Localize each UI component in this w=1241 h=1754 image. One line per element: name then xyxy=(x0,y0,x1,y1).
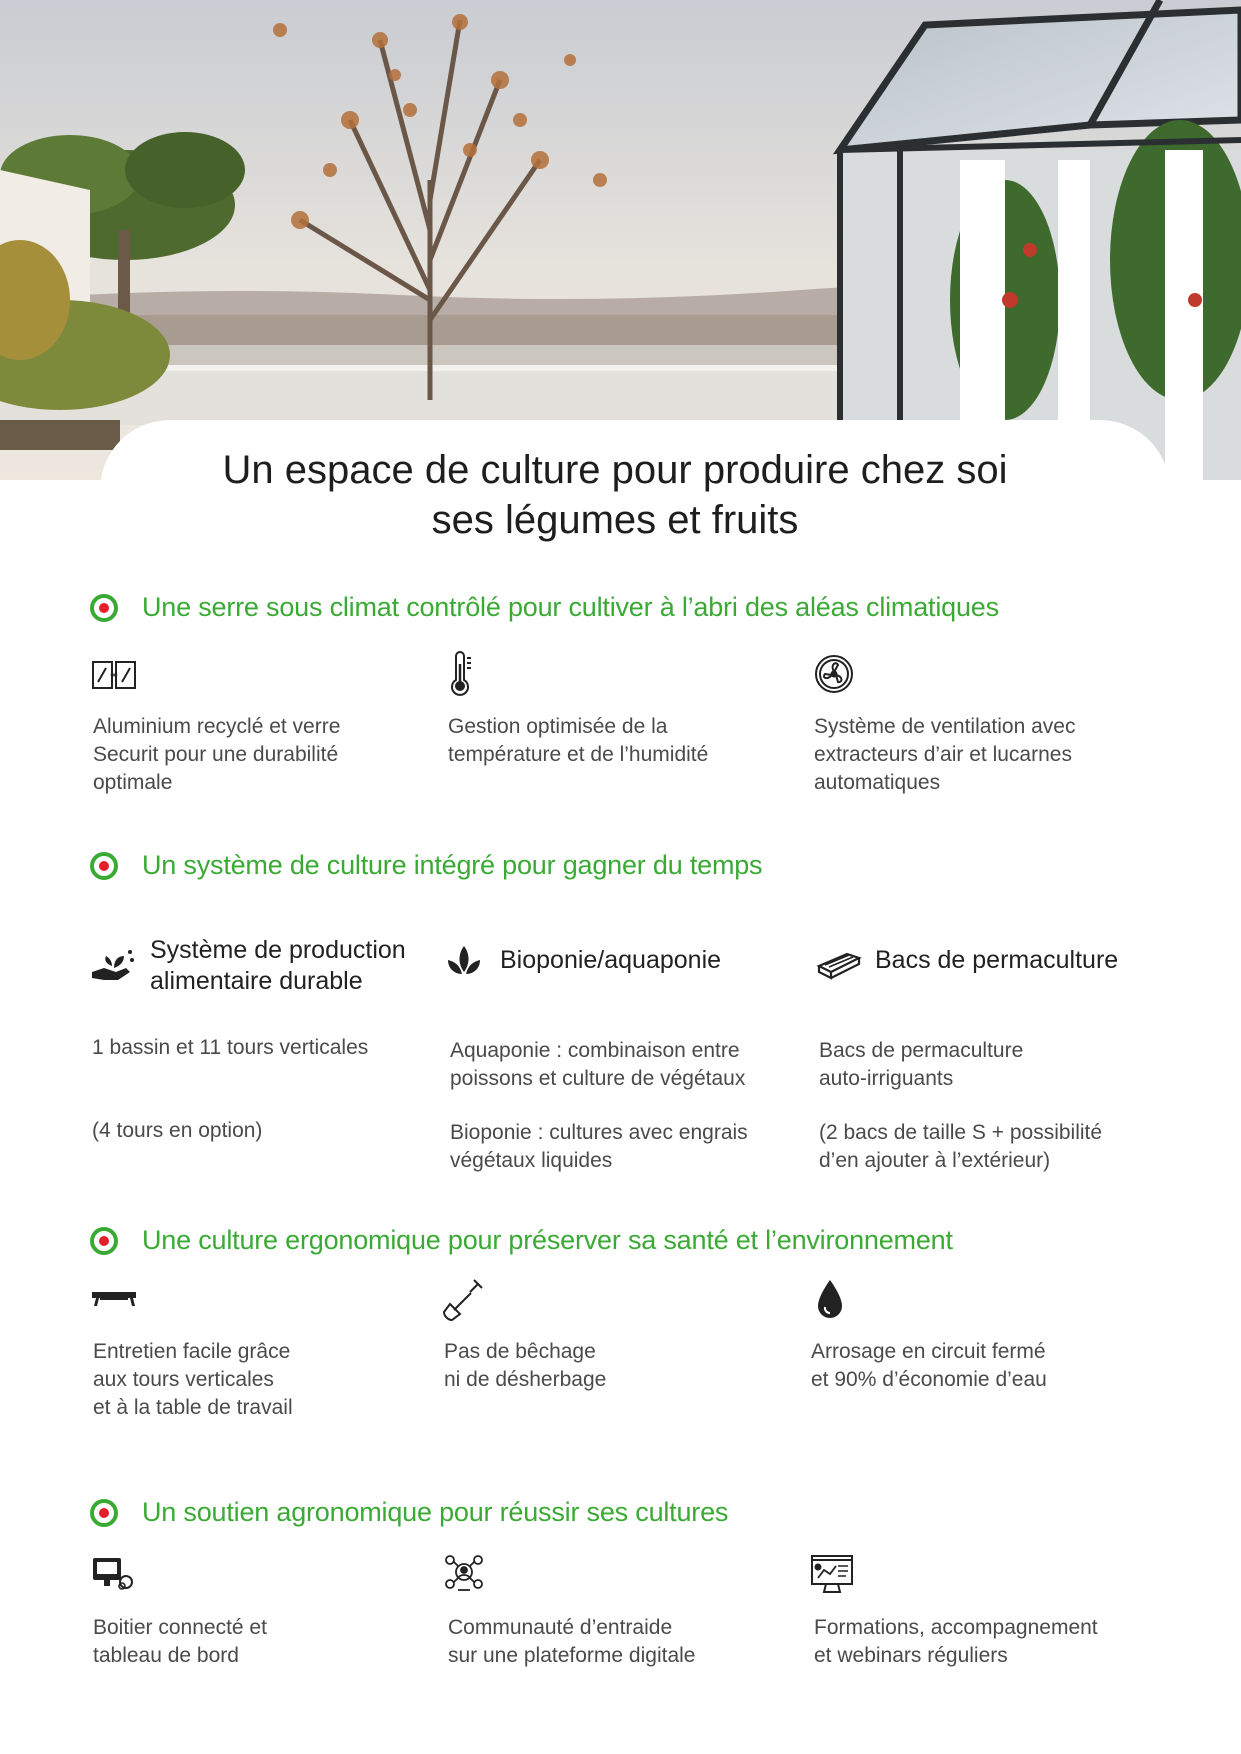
section-title: Un soutien agronomique pour réussir ses cultures xyxy=(142,1497,729,1527)
thermometer-icon xyxy=(436,650,484,698)
feature-ventilation-text: Système de ventilation avec extracteurs d’air et lucarnes automatiques xyxy=(814,715,1076,794)
section-title: Une culture ergonomique pour préserver sa santé et l’environnement xyxy=(142,1225,953,1255)
feature-community-text: Communauté d’entraide sur une plateforme digitale xyxy=(448,1616,696,1667)
feature-digging-text: Pas de bêchage ni de désherbage xyxy=(444,1340,607,1391)
bullet-icon xyxy=(90,594,118,622)
section-title: Une serre sous climat contrôlé pour cultiver à l’abri des aléas climatiques xyxy=(142,592,999,622)
hand-seedling-icon xyxy=(90,942,138,990)
feature-temperature-text: Gestion optimisée de la température et de l’humidité xyxy=(448,715,709,766)
water-drop-icon xyxy=(806,1276,854,1324)
sliding-window-icon xyxy=(90,650,138,698)
feature-aluminium-text: Aluminium recyclé et verre Securit pour une durabilité optimale xyxy=(93,715,341,794)
connected-device-icon xyxy=(90,1552,138,1600)
shovel-icon xyxy=(440,1276,488,1324)
subfeature-title: Système de production alimentaire durable xyxy=(150,936,406,995)
subfeature-permaculture-para1: Bacs de permaculture auto-irriguants xyxy=(819,1039,1024,1090)
bullet-icon xyxy=(90,1227,118,1255)
section-ergonomic-header xyxy=(90,1225,953,1256)
subfeature-production-para1: 1 bassin et 11 tours verticales xyxy=(92,1036,369,1059)
subfeature-permaculture-header xyxy=(815,936,1118,984)
subfeature-bioponie-para1: Aquaponie : combinaison entre poissons et culture de végétaux xyxy=(450,1039,746,1090)
section-system-header xyxy=(90,850,762,881)
training-screen-icon xyxy=(808,1550,856,1598)
fan-icon xyxy=(810,650,858,698)
subfeature-title: Bioponie/aquaponie xyxy=(500,945,722,974)
bullet-icon xyxy=(90,852,118,880)
feature-dashboard-text: Boitier connecté et tableau de bord xyxy=(93,1616,267,1667)
feature-maintenance-text: Entretien facile grâce aux tours verticales et à la table de travail xyxy=(93,1340,293,1419)
section-climate-header xyxy=(90,592,999,623)
hero-photo xyxy=(0,0,1241,480)
work-table-icon xyxy=(90,1276,138,1324)
bullet-icon xyxy=(90,1499,118,1527)
subfeature-production-header xyxy=(90,935,406,997)
page-title xyxy=(100,445,1130,545)
page-title-line-1: Un espace de culture pour produire chez soi xyxy=(222,448,1008,492)
subfeature-title: Bacs de permaculture xyxy=(875,945,1119,974)
page-title-line-2: ses légumes et fruits xyxy=(431,498,799,542)
subfeature-production-para2: (4 tours en option) xyxy=(92,1119,263,1142)
section-support-header xyxy=(90,1497,728,1528)
subfeature-bioponie-header xyxy=(440,936,721,984)
planter-box-icon xyxy=(815,936,863,984)
feature-training-text: Formations, accompagnement et webinars réguliers xyxy=(814,1616,1098,1667)
community-icon xyxy=(440,1550,488,1598)
subfeature-permaculture-para2: (2 bacs de taille S + possibilité d’en ajouter à l’extérieur) xyxy=(819,1121,1103,1172)
feature-watering-text: Arrosage en circuit fermé et 90% d’économie d’eau xyxy=(811,1340,1047,1391)
subfeature-bioponie-para2: Bioponie : cultures avec engrais végétaux liquides xyxy=(450,1121,748,1172)
section-title: Un système de culture intégré pour gagner du temps xyxy=(142,850,763,880)
leaves-icon xyxy=(440,936,488,984)
